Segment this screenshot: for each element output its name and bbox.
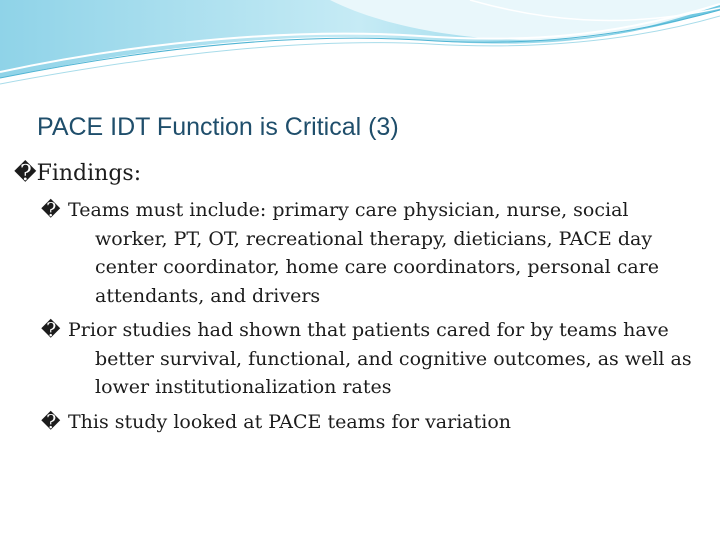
findings-heading — [14, 157, 704, 191]
bullet-marker-icon: � — [14, 161, 37, 186]
list-item-text: This study looked at PACE teams for variation — [68, 411, 512, 433]
list-item: � Teams must include: primary care physician, nurse, social worker, PT, OT, recreational therapy, dieticians, PACE day center coordinator, home care coordinators, personal care attendants, and drivers — [41, 199, 660, 307]
list-item-text: Teams must include: primary care physician, nurse, social worker, PT, OT, recreational therapy, dieticians, PACE day center coordinator, home care coordinators, personal care attendants, and drivers — [68, 199, 660, 307]
decorative-wave-banner — [0, 0, 720, 90]
findings-heading-text: Findings: — [36, 161, 142, 186]
slide-title: PACE IDT Function is Critical (3) — [37, 113, 399, 141]
list-item: � This study looked at PACE teams for variation — [41, 411, 512, 433]
list-item: � Prior studies had shown that patients cared for by teams have better survival, functional, and cognitive outcomes, as well as lower institutionalization rates — [41, 319, 692, 398]
list-item-text: Prior studies had shown that patients cared for by teams have better survival, functional, and cognitive outcomes, as well as lower institutionalization rates — [68, 319, 692, 398]
